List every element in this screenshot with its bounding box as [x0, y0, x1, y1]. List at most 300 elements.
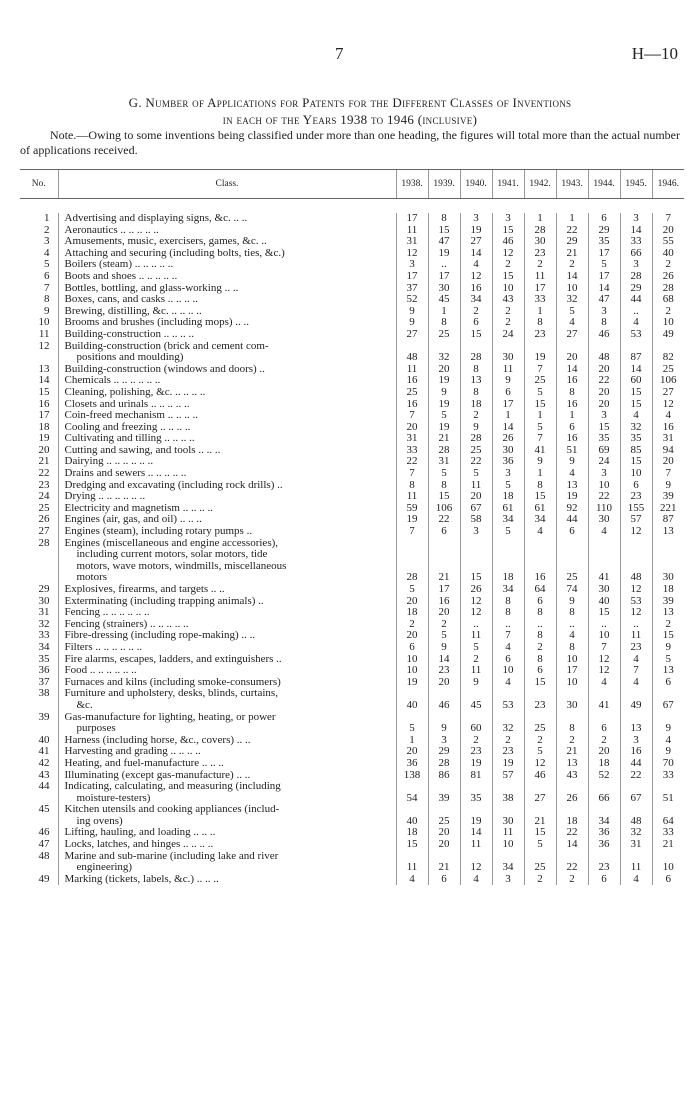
year-count: 15: [428, 225, 460, 237]
row-number: 1: [44, 212, 50, 224]
year-count: 15: [620, 387, 652, 399]
year-count: 45: [428, 294, 460, 306]
year-count: 28: [460, 433, 492, 445]
year-count: 20: [556, 341, 588, 364]
year-count: 20: [396, 630, 428, 642]
year-count: 8: [556, 712, 588, 735]
year-count: 87: [652, 514, 684, 526]
year-count: 33: [396, 445, 428, 457]
year-count: 21: [428, 433, 460, 445]
year-count: 5: [396, 584, 428, 596]
year-count: 3: [396, 259, 428, 271]
year-count: 32: [620, 422, 652, 434]
year-count: 2: [524, 874, 556, 886]
year-count: 16: [460, 283, 492, 295]
year-count: 13: [620, 712, 652, 735]
year-count: 3: [428, 735, 460, 747]
year-count: 32: [620, 827, 652, 839]
year-count: 4: [524, 526, 556, 538]
header-year: 1942.: [524, 170, 556, 199]
year-count: 85: [620, 445, 652, 457]
page-number: 7: [335, 44, 344, 63]
year-count: 10: [652, 317, 684, 329]
class-name: Fencing .. .. .. .. .. ..: [58, 607, 396, 619]
table-row: [20, 341, 684, 364]
year-count: 5: [492, 526, 524, 538]
year-count: 8: [524, 480, 556, 492]
class-name: Indicating, calculating, and measuring (including moisture-testers): [58, 781, 396, 804]
year-count: 1: [524, 306, 556, 318]
year-count: 70: [652, 758, 684, 770]
year-count: 4: [620, 677, 652, 689]
class-name: Dredging and excavating (including rock drills) ..: [58, 480, 396, 492]
class-name: Explosives, firearms, and targets .. ..: [58, 584, 396, 596]
year-count: 3: [620, 213, 652, 225]
class-name: Chemicals .. .. .. .. .. ..: [58, 375, 396, 387]
year-count: 8: [396, 480, 428, 492]
year-count: 4: [492, 642, 524, 654]
class-name: Kitchen utensils and cooking appliances (includ- ing ovens): [58, 804, 396, 827]
year-count: 7: [396, 526, 428, 538]
year-count: 11: [396, 491, 428, 503]
year-count: 59: [396, 503, 428, 515]
year-count: 48: [396, 341, 428, 364]
year-count: 1: [524, 468, 556, 480]
year-count: 29: [428, 746, 460, 758]
year-count: 6: [428, 526, 460, 538]
year-count: 20: [588, 399, 620, 411]
year-count: 26: [556, 781, 588, 804]
year-count: 8: [524, 654, 556, 666]
year-count: 14: [460, 248, 492, 260]
year-count: ..: [620, 619, 652, 631]
class-name: Harvesting and grading .. .. .. ..: [58, 746, 396, 758]
year-count: 36: [588, 839, 620, 851]
year-count: 11: [492, 364, 524, 376]
year-count: ..: [492, 619, 524, 631]
year-count: 2: [460, 306, 492, 318]
year-count: 6: [588, 712, 620, 735]
year-count: 30: [556, 688, 588, 711]
year-count: 23: [588, 851, 620, 874]
year-count: 12: [588, 665, 620, 677]
header-year: 1938.: [396, 170, 428, 199]
year-count: 18: [556, 804, 588, 827]
year-count: 11: [460, 665, 492, 677]
year-count: 18: [396, 607, 428, 619]
year-count: 11: [396, 851, 428, 874]
year-count: 68: [652, 294, 684, 306]
year-count: 22: [460, 456, 492, 468]
year-count: 55: [652, 236, 684, 248]
year-count: 106: [428, 503, 460, 515]
year-count: 15: [620, 399, 652, 411]
year-count: 34: [492, 584, 524, 596]
year-count: 4: [588, 526, 620, 538]
year-count: 64: [652, 804, 684, 827]
year-count: 87: [620, 341, 652, 364]
row-number: 20: [38, 443, 50, 456]
year-count: 3: [492, 468, 524, 480]
year-count: 11: [396, 364, 428, 376]
year-count: 14: [556, 839, 588, 851]
year-count: 27: [396, 329, 428, 341]
year-count: 14: [620, 364, 652, 376]
header-year: 1946.: [652, 170, 684, 199]
row-number: 48: [38, 849, 50, 862]
year-count: 15: [460, 329, 492, 341]
year-count: 4: [652, 735, 684, 747]
year-count: 2: [460, 410, 492, 422]
year-count: 9: [492, 375, 524, 387]
row-number: 40: [38, 733, 50, 746]
row-number: 8: [44, 293, 50, 306]
year-count: 5: [524, 387, 556, 399]
year-count: 6: [620, 480, 652, 492]
year-count: 12: [588, 654, 620, 666]
year-count: 30: [492, 445, 524, 457]
year-count: 45: [460, 688, 492, 711]
year-count: 15: [524, 399, 556, 411]
year-count: 15: [396, 839, 428, 851]
table-title: [20, 94, 680, 128]
year-count: 21: [524, 804, 556, 827]
year-count: 25: [524, 851, 556, 874]
year-count: 46: [588, 329, 620, 341]
year-count: 9: [428, 642, 460, 654]
year-count: 1: [524, 213, 556, 225]
year-count: 66: [620, 248, 652, 260]
year-count: 30: [588, 514, 620, 526]
year-count: 35: [460, 781, 492, 804]
class-name: Harness (including horse, &c., covers) .. ..: [58, 735, 396, 747]
year-count: 37: [396, 283, 428, 295]
year-count: 43: [492, 294, 524, 306]
year-count: 28: [524, 225, 556, 237]
row-number: 49: [38, 872, 50, 885]
year-count: 4: [492, 677, 524, 689]
year-count: ..: [556, 619, 588, 631]
year-count: 31: [652, 433, 684, 445]
year-count: 9: [524, 456, 556, 468]
table-row: [20, 688, 684, 711]
year-count: 16: [396, 375, 428, 387]
year-count: 13: [652, 665, 684, 677]
year-count: 38: [492, 781, 524, 804]
row-number: 17: [38, 409, 50, 422]
year-count: 24: [588, 456, 620, 468]
table-row: [20, 804, 684, 827]
year-count: 5: [492, 480, 524, 492]
table-body: [20, 199, 684, 886]
year-count: 20: [588, 746, 620, 758]
table-row: [20, 526, 684, 538]
year-count: 47: [588, 294, 620, 306]
class-name: Locks, latches, and hinges .. .. .. ..: [58, 839, 396, 851]
year-count: 40: [588, 596, 620, 608]
year-count: 4: [556, 630, 588, 642]
year-count: 92: [556, 503, 588, 515]
year-count: 39: [652, 596, 684, 608]
year-count: 34: [460, 294, 492, 306]
row-number: 27: [38, 525, 50, 538]
header-class: Class.: [58, 170, 396, 199]
year-count: 34: [492, 514, 524, 526]
year-count: 19: [428, 248, 460, 260]
year-count: 44: [556, 514, 588, 526]
year-count: 19: [556, 491, 588, 503]
year-count: 40: [652, 248, 684, 260]
year-count: 61: [492, 503, 524, 515]
row-number: 6: [44, 269, 50, 282]
year-count: 28: [396, 538, 428, 584]
year-count: 25: [652, 364, 684, 376]
year-count: 3: [492, 213, 524, 225]
row-number: 11: [38, 327, 50, 340]
row-number: 26: [38, 513, 50, 526]
row-number: 35: [38, 652, 50, 665]
year-count: 5: [524, 839, 556, 851]
year-count: 5: [524, 746, 556, 758]
year-count: 10: [620, 468, 652, 480]
year-count: 2: [524, 642, 556, 654]
row-number: 13: [38, 362, 50, 375]
year-count: 22: [556, 225, 588, 237]
row-number: 41: [38, 745, 50, 758]
year-count: 221: [652, 503, 684, 515]
year-count: 2: [492, 259, 524, 271]
year-count: 27: [652, 387, 684, 399]
row-number: 15: [38, 385, 50, 398]
year-count: 33: [524, 294, 556, 306]
row-number: 9: [44, 304, 50, 317]
year-count: 66: [588, 781, 620, 804]
year-count: 17: [588, 248, 620, 260]
year-count: 7: [652, 468, 684, 480]
year-count: 8: [588, 317, 620, 329]
row-number: 22: [38, 467, 50, 480]
row-number: 2: [44, 223, 50, 236]
year-count: 25: [428, 804, 460, 827]
year-count: 8: [428, 317, 460, 329]
year-count: 17: [428, 584, 460, 596]
year-count: 12: [620, 607, 652, 619]
year-count: 20: [588, 364, 620, 376]
year-count: 19: [460, 225, 492, 237]
year-count: 46: [492, 236, 524, 248]
year-count: 9: [460, 422, 492, 434]
header-year: 1941.: [492, 170, 524, 199]
year-count: 12: [460, 271, 492, 283]
year-count: 12: [460, 851, 492, 874]
year-count: 17: [556, 665, 588, 677]
year-count: 2: [556, 259, 588, 271]
row-number: 29: [38, 583, 50, 595]
year-count: 6: [588, 874, 620, 886]
year-count: 12: [460, 596, 492, 608]
year-count: 64: [524, 584, 556, 596]
year-count: 4: [620, 410, 652, 422]
year-count: 82: [652, 341, 684, 364]
year-count: 13: [556, 758, 588, 770]
year-count: 10: [652, 851, 684, 874]
row-number: 4: [44, 246, 50, 259]
page-code: H—10: [631, 44, 678, 63]
year-count: 52: [588, 770, 620, 782]
year-count: 2: [492, 317, 524, 329]
year-count: 15: [492, 271, 524, 283]
year-count: 22: [396, 456, 428, 468]
year-count: 30: [428, 283, 460, 295]
class-name: Gas-manufacture for lighting, heating, or power purposes: [58, 712, 396, 735]
year-count: 8: [428, 213, 460, 225]
year-count: 40: [396, 804, 428, 827]
year-count: 30: [492, 804, 524, 827]
year-count: 28: [428, 445, 460, 457]
year-count: 21: [556, 746, 588, 758]
row-number: 18: [38, 420, 50, 433]
year-count: 2: [460, 735, 492, 747]
year-count: 2: [556, 874, 588, 886]
year-count: 20: [396, 596, 428, 608]
year-count: 28: [460, 341, 492, 364]
class-name: Cooling and freezing .. .. .. ..: [58, 422, 396, 434]
year-count: 23: [524, 688, 556, 711]
year-count: 3: [620, 735, 652, 747]
year-count: 1: [396, 735, 428, 747]
year-count: 9: [396, 317, 428, 329]
year-count: 53: [620, 329, 652, 341]
row-number: 24: [38, 490, 50, 503]
year-count: 23: [492, 746, 524, 758]
year-count: 110: [588, 503, 620, 515]
year-count: 7: [652, 213, 684, 225]
year-count: 10: [556, 677, 588, 689]
table-row: [20, 410, 684, 422]
year-count: 8: [492, 596, 524, 608]
header-year: 1943.: [556, 170, 588, 199]
year-count: 17: [396, 271, 428, 283]
row-number: 10: [38, 316, 50, 329]
year-count: 2: [652, 259, 684, 271]
year-count: 4: [556, 468, 588, 480]
year-count: 12: [524, 758, 556, 770]
year-count: 17: [396, 213, 428, 225]
year-count: 25: [524, 712, 556, 735]
year-count: 6: [524, 665, 556, 677]
year-count: 6: [492, 387, 524, 399]
row-number: 21: [38, 455, 50, 468]
year-count: 23: [620, 491, 652, 503]
year-count: 16: [556, 399, 588, 411]
year-count: 15: [524, 677, 556, 689]
table-row: [20, 468, 684, 480]
year-count: 35: [620, 433, 652, 445]
year-count: 20: [428, 364, 460, 376]
year-count: 7: [396, 410, 428, 422]
class-name: Advertising and displaying signs, &c. .. ..: [58, 213, 396, 225]
year-count: 18: [588, 758, 620, 770]
class-name: Closets and urinals .. .. .. .. ..: [58, 399, 396, 411]
year-count: 18: [492, 538, 524, 584]
year-count: 8: [524, 607, 556, 619]
row-number: 43: [38, 768, 50, 781]
year-count: 49: [620, 688, 652, 711]
year-count: 15: [524, 491, 556, 503]
year-count: 9: [652, 642, 684, 654]
table-row: [20, 665, 684, 677]
year-count: 9: [428, 387, 460, 399]
year-count: 9: [556, 596, 588, 608]
year-count: ..: [460, 619, 492, 631]
table-row: [20, 851, 684, 874]
class-name: Lifting, hauling, and loading .. .. ..: [58, 827, 396, 839]
year-count: 48: [588, 341, 620, 364]
year-count: 12: [652, 399, 684, 411]
year-count: 58: [460, 514, 492, 526]
year-count: 41: [524, 445, 556, 457]
year-count: 36: [396, 758, 428, 770]
year-count: 31: [396, 236, 428, 248]
year-count: 21: [556, 248, 588, 260]
year-count: 33: [652, 770, 684, 782]
note-text: Note.—Owing to some inventions being classified under more than one heading, the figures will total more than the actual number of applications received.: [20, 128, 680, 157]
table-row: [20, 387, 684, 399]
year-count: 18: [492, 491, 524, 503]
year-count: 5: [460, 642, 492, 654]
class-name: Furnaces and kilns (including smoke-consumers): [58, 677, 396, 689]
table-row: [20, 839, 684, 851]
class-name: Attaching and securing (including bolts, ties, &c.): [58, 248, 396, 260]
year-count: 28: [652, 283, 684, 295]
row-number: 5: [44, 258, 50, 271]
year-count: 25: [396, 387, 428, 399]
year-count: 10: [492, 839, 524, 851]
year-count: 5: [428, 630, 460, 642]
year-count: 36: [588, 827, 620, 839]
year-count: 20: [652, 456, 684, 468]
year-count: 27: [524, 781, 556, 804]
year-count: 39: [652, 491, 684, 503]
year-count: 30: [492, 341, 524, 364]
year-count: 3: [588, 468, 620, 480]
year-count: 3: [492, 874, 524, 886]
title-line-2: in each of the Years 1938 to 1946 (inclusive): [222, 112, 478, 127]
year-count: 49: [652, 329, 684, 341]
year-count: 23: [524, 248, 556, 260]
year-count: 2: [524, 735, 556, 747]
year-count: 51: [556, 445, 588, 457]
year-count: 28: [620, 271, 652, 283]
year-count: 20: [588, 387, 620, 399]
year-count: 9: [396, 306, 428, 318]
class-name: Engines (miscellaneous and engine accessories), including current motors, solar motors, tide motors, wave motors, windmills, miscellaneous motors: [58, 538, 396, 584]
year-count: 5: [428, 410, 460, 422]
year-count: 35: [588, 236, 620, 248]
class-name: Dairying .. .. .. .. .. ..: [58, 456, 396, 468]
year-count: 5: [396, 712, 428, 735]
year-count: 10: [556, 283, 588, 295]
year-count: 46: [428, 688, 460, 711]
row-number: 42: [38, 756, 50, 769]
table-row: [20, 271, 684, 283]
year-count: 4: [556, 317, 588, 329]
class-name: Drains and sewers .. .. .. .. ..: [58, 468, 396, 480]
year-count: 18: [396, 827, 428, 839]
year-count: 12: [620, 584, 652, 596]
year-count: 2: [556, 735, 588, 747]
row-number: 47: [38, 838, 50, 851]
